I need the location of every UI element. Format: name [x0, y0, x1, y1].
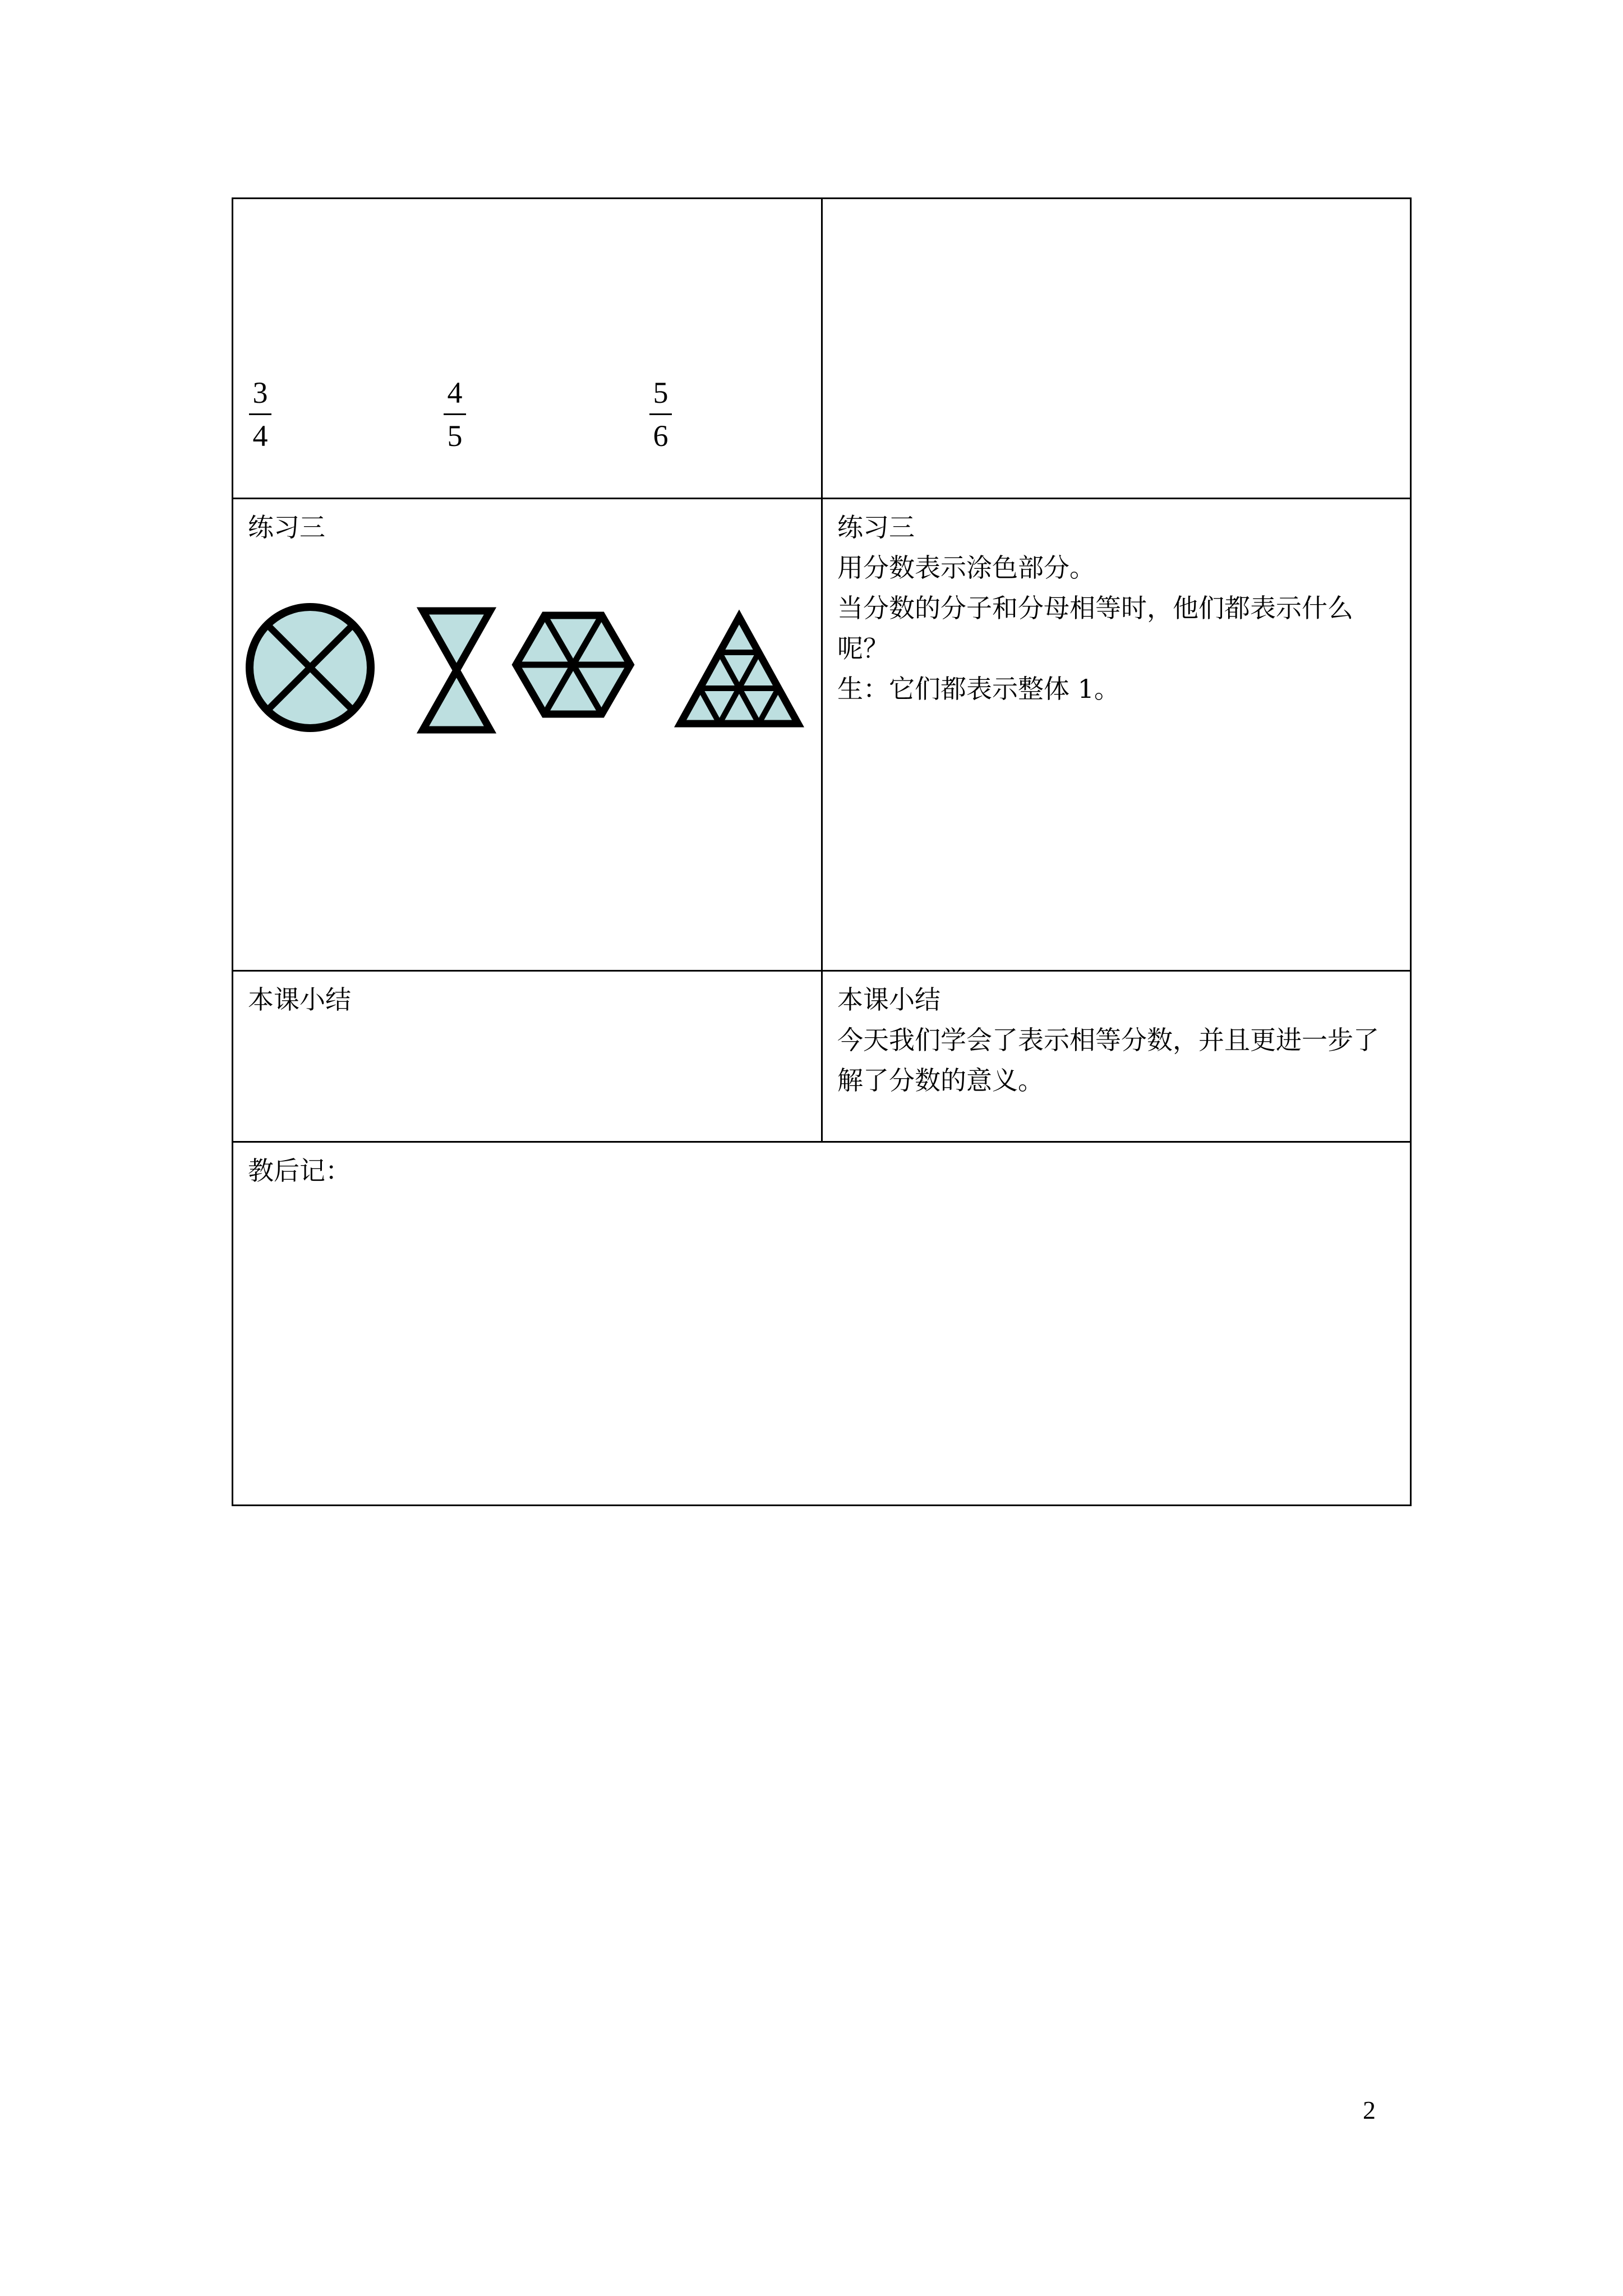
notes-cell — [233, 1142, 1411, 1506]
fraction-bar — [444, 413, 466, 415]
fraction-5-6 — [649, 373, 672, 455]
shaded-shapes — [246, 603, 812, 749]
summary-right-cell — [822, 971, 1411, 1142]
summary-row — [233, 971, 1411, 1142]
fraction-3-4 — [249, 373, 271, 455]
numerator: 4 — [447, 376, 463, 409]
exercise3-line3: 生：它们都表示整体 1。 — [837, 674, 1120, 704]
denominator: 6 — [653, 419, 668, 453]
notes-label: 教后记： — [248, 1156, 351, 1186]
exercise3-right-text — [823, 499, 1410, 709]
fraction-bar — [249, 413, 271, 415]
hourglass-icon — [423, 611, 490, 730]
fractions-row — [233, 199, 1411, 499]
exercise3-left-cell — [233, 499, 822, 971]
summary-right-title: 本课小结 — [837, 984, 940, 1015]
exercise3-line2: 当分数的分子和分母相等时，他们都表示什么呢？ — [837, 593, 1353, 664]
numerator: 5 — [653, 376, 668, 409]
exercise3-right-title: 练习三 — [837, 512, 915, 542]
summary-left-title: 本课小结 — [248, 984, 351, 1015]
exercise3-line1: 用分数表示涂色部分。 — [837, 553, 1095, 583]
exercise3-left-title: 练习三 — [248, 512, 325, 542]
fraction-bar — [649, 413, 672, 415]
page-number: 2 — [1363, 2096, 1376, 2124]
fractions-cell — [233, 199, 822, 499]
exercise3-row — [233, 499, 1411, 971]
fractions-right-cell — [822, 199, 1411, 499]
circle-quarters-icon — [250, 607, 371, 728]
summary-left-cell — [233, 971, 822, 1142]
lesson-table — [232, 197, 1412, 1506]
denominator: 5 — [447, 419, 463, 453]
numerator: 3 — [252, 376, 268, 409]
fraction-4-5 — [444, 373, 466, 455]
summary-right-text — [823, 972, 1410, 1101]
summary-body: 今天我们学会了表示相等分数，并且更进一步了解了分数的意义。 — [837, 1025, 1379, 1096]
exercise3-right-cell — [822, 499, 1411, 971]
denominator: 4 — [252, 419, 268, 453]
hexagon-sixths-icon — [516, 615, 630, 714]
triangle-ninths-icon — [680, 617, 798, 724]
notes-row — [233, 1142, 1411, 1506]
